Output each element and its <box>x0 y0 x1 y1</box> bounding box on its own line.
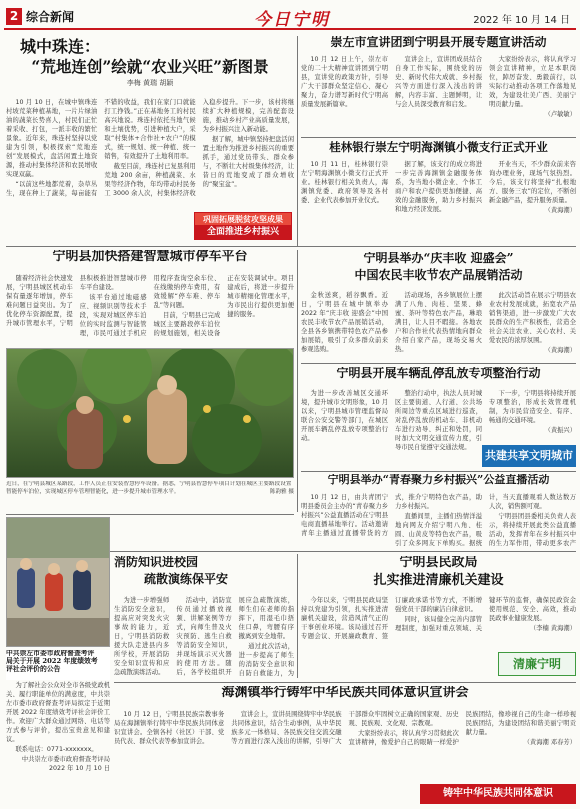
article-headline-block <box>6 250 294 270</box>
headline: 崇左市宣讲团到宁明县开展专题宣讲活动 <box>330 36 547 49</box>
article-body: 10 月 12 日，宁明县民族宗教事务局在海渊镇举行铸牢中华民族共同体意识宣讲会。全镇各村（社区）干部、党员代表、群众代表等参加宣讲会。 宣讲会上，宣讲员围绕铸牢中华民族共同体意识，结合生动事例，从中华民族多元一体格局、各民族交往交流交融等方面进行深入浅出的讲解，引导广大干部群众牢固树立正确的国家观、历史观、民族观、文化观、宗教观。 大家纷纷表示，将认真学习贯彻此次宣讲精神，像爱护自己的眼睛一样爱护民族团结，像珍视自己的生命一样珍视民族团结，为建设团结和谐美丽宁明贡献力量。 （黄海潮 邓春芳） <box>114 711 576 746</box>
article-body: 10 月 12 日上午，崇左市党的二十大精神宣讲团到宁明县，宣讲党的政策方针，引导广大干部群众坚定信心、凝心聚力，奋力谱写新时代宁明高质量发展新篇章。 宣讲会上，宣讲团成员结合自身工作实际，围绕党的历史、新时代伟大成就、乡村振兴等方面进行深入浅出的讲解，内容丰富、主题鲜明，让与会人员深受教育和启发。 大家纷纷表示，将认真学习领会宣讲精神，立足本职岗位，踔厉奋发、勇毅前行，以实际行动推动各项工作落地见效，为建设壮美广西、美丽宁明贡献力量。 （卢敏敏） <box>301 56 576 118</box>
headline: 宁明县加快搭建智慧城市停车平台 <box>52 250 248 264</box>
article-headline-block <box>301 474 576 490</box>
headline: 宁明县举办“青春聚力乡村振兴”公益直播活动 <box>327 474 550 486</box>
article-headline-block <box>301 36 576 52</box>
orchard-photo-image <box>7 349 294 478</box>
masthead <box>4 4 576 30</box>
headline-line-2: 扎实推进清廉机关建设 <box>373 572 504 588</box>
article-body: 10 月 12 日，由共青团宁明县委员会主办的“青春聚力乡村振兴”公益直播活动在宁明县电商直播基地举行。活动邀请青年主播通过直播带货的方式，推介宁明特色农产品，助力乡村振兴。 直播间里，主播们热情洋溢地向网友介绍宁明八角、桂圆、山黄皮等特色农产品，吸引了众多网友下单购买。据统计，当天直播观看人数达数万人次，销售额可观。 宁明县团县委相关负责人表示，将持续开展此类公益直播活动，发挥青年在乡村振兴中的生力军作用，带动更多农产 <box>301 494 576 547</box>
headline: 海渊镇举行铸牢中华民族共同体意识宣讲会 <box>221 686 469 700</box>
article-headline-block <box>301 367 576 385</box>
headline-line-1: 消防知识进校园 <box>114 556 199 569</box>
news-photo <box>6 517 110 647</box>
article-body: 10 月 10 日，在城中镇珠连村坡荒菜种植基地，一片片绿油油的蔬菜长势喜人，村民们正忙着采收、打包，一派丰收的繁忙景象。近年来，珠连村坚持以党建为引领，积极探索“荒地连创”发展模式，盘活闲置土地资源，推动村集体经济和农民增收实现双赢。 “以前这些地都荒着，杂草丛生，现在种上了蔬菜，每亩能有不错的收益，我们在家门口就能打工挣钱。”正在基地务工的村民高兴地说。珠连村依托当地气候和土壤优势，引进种植大户，采取“村集体+合作社+农户”的模式，统一规划、统一种植、统一销售，有效提升了土地利用率。 截至目前，珠连村已复垦利用荒地 200 余亩，种植蔬菜、水果等经济作物，年均带动村民务工 3000 余人次，村集体经济收入稳步提升。下一步，该村将继续扩大种植规模，完善配套设施，推动乡村产业高质量发展，为乡村振兴注入新动能。 据了解，城中镇坚持把盘活闲置土地作为推进乡村振兴的重要抓手，通过党员带头、群众参与，不断壮大村级集体经济，让昔日的荒地变成了群众增收的“聚宝盆”。 <box>6 99 294 197</box>
article-body: 为进一步改善城区交通环境，提升城市文明形象，10 月以来，宁明县城市管理监督局联合公安交警等部门，在城区开展车辆乱停乱放专项整治行动。 整治行动中，执法人员对城区主要街道、人行道、公共场所周边等重点区域进行巡查，对乱停乱放的机动车、非机动车进行劝导、纠正和处罚，同时加大文明交通宣传力度，引导市民自觉遵守交通法规。 下一步，宁明县将持续开展专项整治，形成长效管理机制，为市民营造安全、有序、畅通的交通环境。 （黄振兴） <box>301 390 576 451</box>
article-headline-block <box>301 141 576 157</box>
slogan-box <box>194 212 292 240</box>
photo-caption: 近日，在宁明县城区某路段，工作人员正在安装智慧停车设备。据悉，宁明县智慧停车项目计划在城区主要路段设置智能停车泊位，实现城区停车管理智能化，进一步提升城市管理水平。 陈韵雅 摄 <box>6 481 294 495</box>
article-headline-block <box>301 252 576 288</box>
article-body: 随着经济社会快速发展，宁明县城区机动车保有量逐年增加，停车难问题日益突出。为了优化停车资源配置，提升城市管理水平，宁明县积极推进智慧城市停车平台建设。 该平台通过地磁感应、视频识别等技术手段，实现对城区停车泊位的实时监测与智能管理，市民可通过手机应用程序查询空余车位、在线缴纳停车费用，有效缓解“停车难、停车乱”等问题。 目前，宁明县已完成城区主要路段停车泊位的规划施划，相关设备正在安装调试中。项目建成后，将进一步提升城市精细化管理水平，为市民出行提供更加便捷的服务。 <box>6 275 294 337</box>
headline: 桂林银行崇左宁明海渊镇小微支行正式开业 <box>329 141 548 154</box>
headline-line-2: “荒地连创”绘就“农业兴旺”新图景 <box>31 57 269 77</box>
headline-line-1: 城中珠连： <box>20 38 101 56</box>
article-body: 今年以来，宁明县民政局坚持以党建为引领，扎实推进清廉机关建设，营造风清气正的干事创业环境。该局通过召开专题会议、开展廉政教育、签订廉政承诺书等方式，不断增强党员干部的廉洁自律意识。 同时，该局健全完善内部管理制度，加强对重点领域、关键环节的监督，确保民政资金使用规范、安全、高效，推动民政事业健康发展。 （李楠 黄海潮） <box>301 597 576 640</box>
issue-date: 2022 年 10 月 14 日 <box>473 15 570 26</box>
civilization-slogan: 共建共享文明城市 <box>482 445 576 467</box>
ethnic-unity-banner: 铸牢中华民族共同体意识 <box>420 784 576 804</box>
news-photo <box>6 348 294 478</box>
headline-line-2: 疏散演练保平安 <box>144 571 229 586</box>
article-headline-block <box>114 556 294 594</box>
notice-headline-block <box>6 650 110 680</box>
section-title: 综合新闻 <box>26 10 75 24</box>
slogan-line-2: 全面推进乡村振兴 <box>195 225 291 239</box>
newspaper-logo: 今日宁明 <box>254 10 330 30</box>
headline-line-2: 中国农民丰收节农产品展销活动 <box>354 267 523 282</box>
article-body: 10 月 11 日，桂林银行崇左宁明海渊镇小微支行正式开业。桂林银行相关负责人，海渊镇党委、政府领导及各村委、企业代表参加开业仪式。 据了解，该支行的成立将进一步完善海渊镇金融服务体系，为当地小微企业、个体工商户和农户提供更加便捷、高效的金融服务，助力乡村振兴和地方经济发展。 开业当天，不少群众前来咨询办理业务，现场气氛热烈。今后，该支行将坚持“扎根地方、服务三农”的定位，不断创新金融产品，提升服务质量。 （黄海潮） <box>301 161 576 214</box>
slogan-line-1: 巩固拓展脱贫攻坚成果 <box>195 213 291 225</box>
headline-line-1: 宁明县民政局 <box>399 556 478 570</box>
notice-title-line-2: 局关于开展 2022 年度绩效考 <box>6 656 98 665</box>
notice-title-line-1: 中共崇左市委市政府督查考评 <box>6 650 95 657</box>
article-headline-block <box>301 556 576 592</box>
fire-drill-photo-image <box>7 518 110 647</box>
article-body: 为进一步增强师生消防安全意识，提高应对突发火灾事故的能力，近日，宁明县消防救援大队走进县内多所学校，开展消防安全知识宣传和应急疏散演练活动。 活动中，消防宣传员通过播放视频、讲解案例等方式，向师生普及火灾预防、逃生自救等消防安全知识，并现场演示灭火器的使用方法。随后，各学校组织开展应急疏散演练，师生们在老师的指挥下，用湿毛巾捂住口鼻，弯腰有序撤离到安全地带。 通过此次活动，进一步提高了师生的消防安全意识和自防自救能力，为 <box>114 597 294 677</box>
notice-body: 为了解社会公众对全市各级党政机关、履行职能单位的满意度，中共崇左市委市政府督查考评局拟定于近期开展 2022 年度绩效考评社会评价工作。欢迎广大群众通过网络、电话等方式参与评价，提出宝贵意见和建议。 联系电话：0771-xxxxxxx。 中共崇左市委市政府督查考评局 2022 年 10 月 10 日 <box>6 682 110 772</box>
headline-line-1: 宁明县举办“庆丰收 迎盛会” <box>363 252 514 265</box>
photo-credit: 陈韵雅 摄 <box>269 488 294 495</box>
headline: 宁明县开展车辆乱停乱放专项整治行动 <box>336 367 541 380</box>
byline: 李梅 黄瑞 胡颖 <box>126 79 174 88</box>
article-headline-block <box>114 686 576 706</box>
notice-title-line-3: 评社会评价的公告 <box>6 664 61 673</box>
clean-governance-stamp: 清廉宁明 <box>498 652 576 676</box>
page-number: 2 <box>6 8 22 25</box>
article-headline-block <box>6 38 294 96</box>
article-body: 金秋送爽，稻谷飘香。近日，宁明县在城中镇举办 2022 年“庆丰收 迎盛会”中国农民丰收节农产品展销活动，全县各乡镇携带特色农产品参加展销，吸引了众多群众前来参观选购。 活动现场，各乡镇展位上摆满了八角、肉桂、坚果、蜂蜜、茶叶等特色农产品，琳琅满目，让人目不暇接。各地农户和合作社代表热情地向群众介绍自家产品，现场交易火热。 此次活动旨在展示宁明县农业农村发展成就，拓宽农产品销售渠道，进一步激发广大农民群众的生产积极性，营造全社会关注农业、关心农村、关爱农民的浓厚氛围。 （黄海潮） <box>301 292 576 354</box>
